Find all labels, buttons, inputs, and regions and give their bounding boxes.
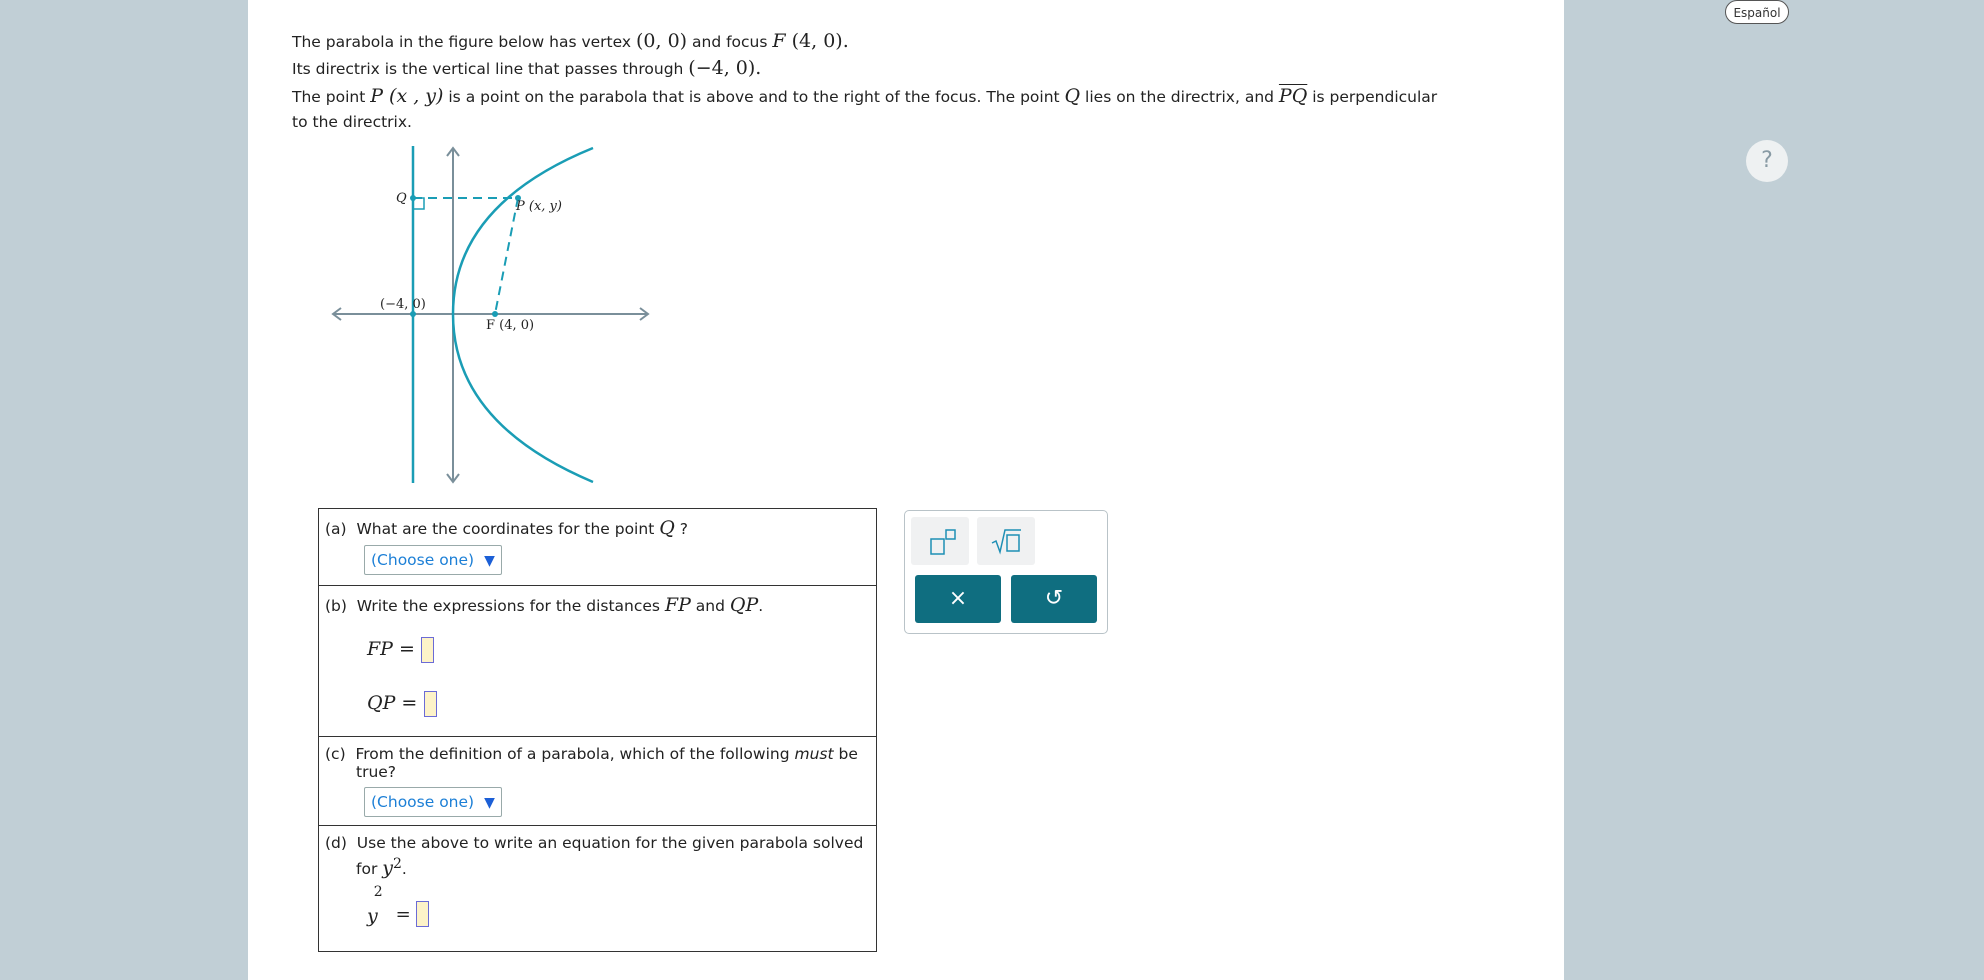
- close-icon: ×: [948, 586, 968, 611]
- question-d: [319, 826, 876, 951]
- intro-line-2: Its directrix is the vertical line that passes through (−4, 0).: [292, 57, 762, 79]
- intro-line-4: to the directrix.: [292, 113, 412, 131]
- label-p: P (x, y): [516, 199, 562, 214]
- question-c-text-2: true?: [356, 763, 397, 781]
- question-a: [319, 509, 876, 586]
- definition-dropdown[interactable]: (Choose one) ▼: [364, 787, 502, 817]
- point-f: [492, 311, 498, 317]
- question-b: [319, 586, 876, 737]
- label-q: Q: [396, 191, 407, 206]
- fp-answer-input[interactable]: [421, 637, 434, 663]
- parabola-upper-branch: [453, 148, 593, 314]
- dropdown-arrow-icon: ▼: [484, 795, 495, 811]
- label-neg4: (−4, 0): [380, 297, 426, 312]
- y-squared-answer-input[interactable]: [416, 901, 429, 927]
- label-f: F (4, 0): [486, 318, 535, 333]
- qp-answer-input[interactable]: [424, 691, 437, 717]
- qp-equation: QP =: [367, 690, 437, 717]
- question-b-text: (b) Write the expressions for the distances FP and QP.: [325, 594, 764, 616]
- superscript-button[interactable]: [911, 517, 969, 565]
- question-a-text: (a) What are the coordinates for the point Q ?: [325, 517, 688, 539]
- undo-icon: ↺: [1044, 586, 1064, 611]
- question-c-text: (c) From the definition of a parabola, which of the following must be: [325, 745, 858, 763]
- language-button[interactable]: Español: [1725, 0, 1789, 24]
- undo-button[interactable]: [1011, 575, 1097, 623]
- square-root-icon: [977, 517, 1035, 565]
- y-squared-equation: $y^2$ =: [367, 896, 429, 923]
- question-box: [318, 508, 877, 952]
- clear-button[interactable]: [915, 575, 1001, 623]
- parabola-graph: [318, 140, 658, 490]
- math-tool-panel: [904, 510, 1108, 634]
- intro-line-1: The parabola in the figure below has vertex (0, 0) and focus F (4, 0).: [292, 30, 849, 52]
- fp-equation: FP =: [367, 636, 434, 663]
- question-c: [319, 737, 876, 826]
- square-root-button[interactable]: [977, 517, 1035, 565]
- superscript-icon: [911, 517, 969, 565]
- dropdown-arrow-icon: ▼: [484, 553, 495, 569]
- coordinates-q-dropdown[interactable]: (Choose one) ▼: [364, 545, 502, 575]
- main-panel: [248, 0, 1781, 980]
- intro-line-3: The point P (x , y) is a point on the parabola that is above and to the right of the focus. The point Q lies on the directrix, and $\overline{PQ}$ is perpendicular: [292, 85, 1438, 107]
- point-q: [410, 195, 416, 201]
- parabola-lower-branch: [453, 314, 593, 482]
- question-d-text: (d) Use the above to write an equation for the given parabola solved: [325, 834, 864, 852]
- segment-pf: [495, 198, 518, 314]
- help-button[interactable]: ?: [1746, 140, 1788, 182]
- question-d-text-2: for $y^2$.: [356, 856, 407, 880]
